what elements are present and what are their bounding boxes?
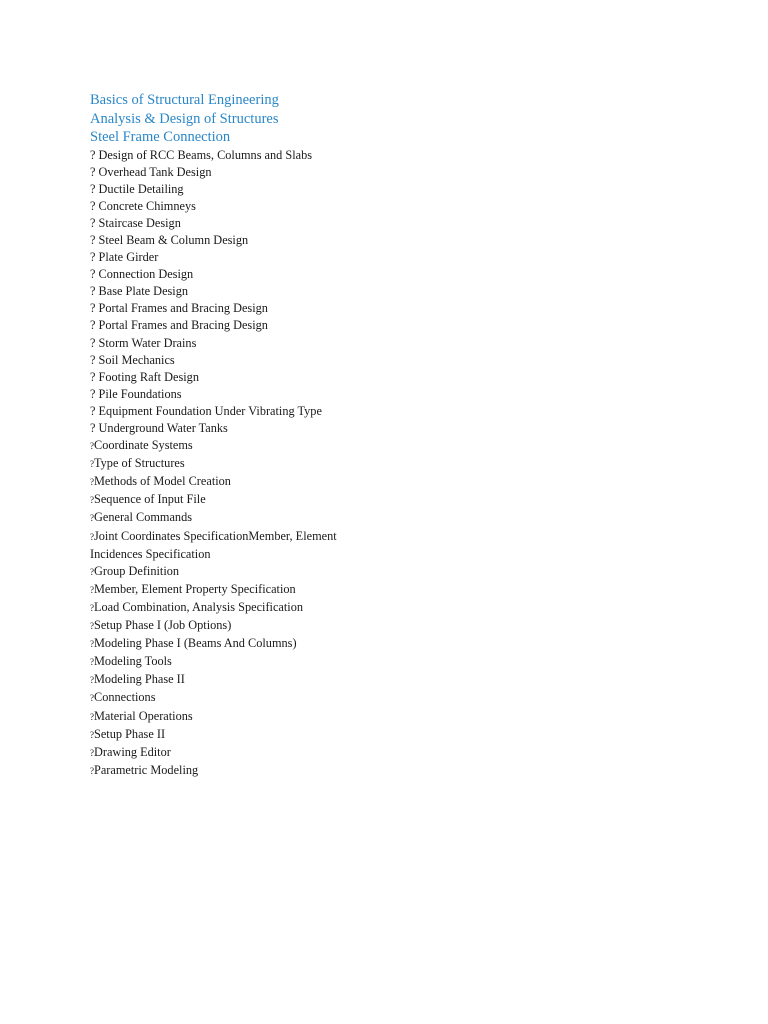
list-item-text: Plate Girder [98, 250, 159, 265]
bullet-marker: ? [90, 318, 96, 333]
list-item [90, 403, 690, 420]
list-item-text: Parametric Modeling [94, 762, 199, 777]
bullet-marker: ? [90, 250, 96, 265]
list-item-text: Staircase Design [98, 215, 181, 230]
list-item [90, 369, 690, 386]
document-page [90, 91, 690, 780]
list-item [90, 437, 690, 455]
bullet-marker: ? [90, 621, 94, 632]
list-item [90, 164, 690, 181]
list-item-text: Underground Water Tanks [98, 421, 228, 435]
list-item-text: Joint Coordinates SpecificationMember, Element Incidences Specification [90, 528, 337, 561]
list-item-text: Modeling Phase I (Beams And Columns) [94, 636, 297, 651]
list-item [90, 491, 690, 509]
list-item-text: Design of RCC Beams, Columns and Slabs [98, 147, 313, 162]
list-item [90, 581, 690, 599]
list-item-text: Coordinate Systems [94, 438, 193, 453]
list-item [90, 215, 690, 232]
bullet-marker: ? [90, 747, 94, 758]
bullet-marker: ? [90, 675, 94, 686]
bullet-marker: ? [90, 513, 94, 524]
list-item-text: Type of Structures [94, 456, 185, 471]
list-item-text: Concrete Chimneys [98, 198, 196, 213]
list-item [90, 249, 690, 266]
bullet-marker: ? [90, 335, 96, 350]
bullet-marker: ? [90, 495, 94, 506]
bullet-marker: ? [90, 403, 96, 418]
bullet-marker: ? [90, 301, 96, 316]
list-item-text: Modeling Phase II [94, 672, 185, 687]
list-item-text: Overhead Tank Design [98, 164, 212, 179]
bullet-marker: ? [90, 147, 96, 162]
link-steel-frame-connection[interactable]: Steel Frame Connection [90, 129, 231, 145]
bullet-marker: ? [90, 215, 96, 230]
list-item [90, 708, 690, 726]
bullet-marker: ? [90, 386, 96, 401]
bullet-marker: ? [90, 566, 94, 577]
bullet-marker: ? [90, 657, 94, 668]
list-item-text: Portal Frames and Bracing Design [98, 318, 268, 333]
bullet-marker: ? [90, 421, 96, 435]
list-item-text: Load Combination, Analysis Specification [94, 599, 304, 614]
list-item [90, 744, 690, 762]
list-item-text: Connection Design [98, 267, 194, 282]
list-item [90, 762, 690, 780]
list-item-text: Connections [94, 690, 156, 705]
bullet-marker: ? [90, 602, 94, 613]
list-item [90, 335, 690, 352]
list-item [90, 420, 690, 437]
bullet-marker: ? [90, 181, 96, 196]
list-item [90, 671, 690, 689]
bullet-marker: ? [90, 459, 94, 470]
list-item [90, 689, 690, 707]
bullet-marker: ? [90, 164, 96, 179]
list-item-text: Ductile Detailing [98, 181, 184, 196]
list-item [90, 198, 690, 215]
bullet-marker: ? [90, 267, 96, 282]
bullet-marker: ? [90, 477, 94, 488]
bullet-marker: ? [90, 765, 94, 776]
list-item-text: Pile Foundations [98, 386, 182, 401]
list-item [90, 509, 690, 527]
heading-links [90, 91, 690, 147]
list-item-text: General Commands [94, 510, 193, 525]
link-analysis-design-structures[interactable]: Analysis & Design of Structures [90, 110, 279, 127]
list-item [90, 266, 690, 283]
list-item [90, 232, 690, 249]
list-item [90, 635, 690, 653]
bullet-marker: ? [90, 232, 96, 247]
list-item-text: Soil Mechanics [98, 352, 175, 367]
bullet-marker: ? [90, 352, 96, 367]
list-item-text: Modeling Tools [94, 654, 172, 669]
course-list [90, 147, 690, 780]
list-item [90, 317, 690, 334]
list-item-text: Methods of Model Creation [94, 474, 231, 489]
list-item [90, 599, 690, 617]
bullet-marker: ? [90, 369, 96, 384]
list-item [90, 653, 690, 671]
link-basics-structural-engineering[interactable]: Basics of Structural Engineering [90, 92, 279, 108]
list-item-text: Sequence of Input File [94, 492, 206, 507]
bullet-marker: ? [90, 693, 94, 704]
list-item-text: Portal Frames and Bracing Design [98, 301, 268, 316]
list-item-text: Setup Phase II [94, 726, 166, 741]
list-item [90, 386, 690, 403]
list-item [90, 147, 690, 164]
list-item-text: Equipment Foundation Under Vibrating Type [98, 403, 322, 418]
list-item-text: Member, Element Property Specification [94, 581, 296, 596]
list-item-text: Base Plate Design [98, 284, 189, 299]
bullet-marker: ? [90, 441, 94, 452]
list-item [90, 473, 690, 491]
list-item [90, 283, 690, 300]
list-item [90, 300, 690, 317]
list-item [90, 563, 690, 581]
list-item-text: Storm Water Drains [98, 335, 197, 350]
list-item [90, 617, 690, 635]
list-item-text: Steel Beam & Column Design [98, 232, 249, 247]
bullet-marker: ? [90, 639, 94, 650]
list-item-text: Group Definition [94, 563, 180, 578]
list-item-text: Footing Raft Design [98, 369, 199, 384]
bullet-marker: ? [90, 531, 94, 542]
list-item [90, 528, 360, 563]
bullet-marker: ? [90, 584, 94, 595]
list-item-text: Drawing Editor [94, 744, 171, 759]
list-item [90, 352, 690, 369]
list-item-text: Setup Phase I (Job Options) [94, 618, 232, 633]
bullet-marker: ? [90, 711, 94, 722]
list-item-text: Material Operations [94, 708, 193, 723]
bullet-marker: ? [90, 729, 94, 740]
list-item [90, 181, 690, 198]
bullet-marker: ? [90, 284, 96, 299]
list-item [90, 455, 690, 473]
bullet-marker: ? [90, 198, 96, 213]
list-item [90, 726, 690, 744]
